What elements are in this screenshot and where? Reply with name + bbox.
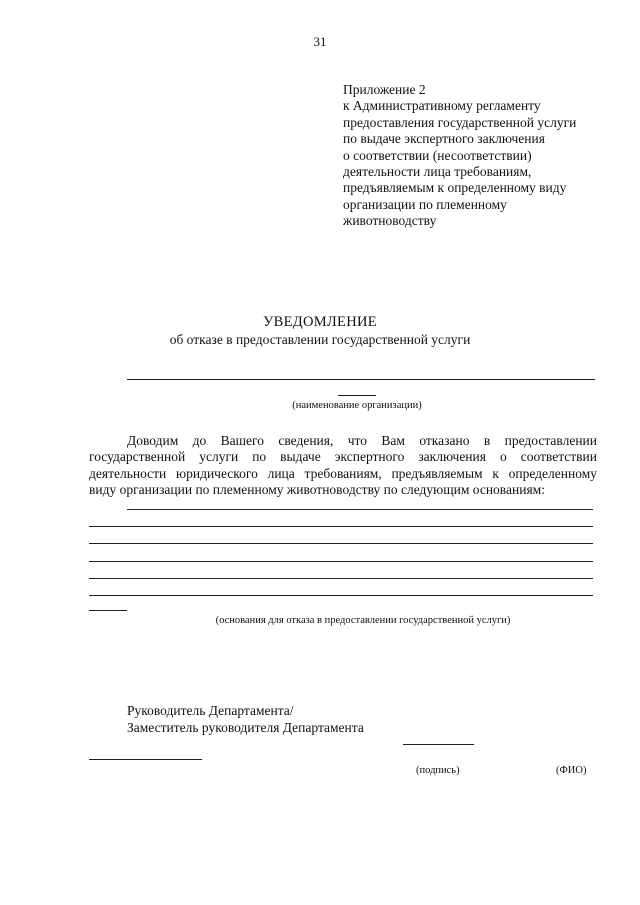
signer-block <box>127 702 364 736</box>
refusal-paragraph <box>89 433 597 499</box>
appendix-line: организации по племенному <box>343 196 507 212</box>
appendix-line: деятельности лица требованиям, <box>343 164 532 180</box>
signer-position-line: Руководитель Департамента/ <box>127 703 294 718</box>
organization-name-short-line <box>338 395 376 396</box>
appendix-line: к Административному регламенту <box>343 98 541 114</box>
appendix-line: о соответствии (несоответствии) <box>343 147 532 163</box>
reasons-field-short-line <box>89 610 127 611</box>
reasons-field-line[interactable] <box>89 595 593 596</box>
date-field-line[interactable] <box>89 759 202 760</box>
appendix-line: животноводству <box>343 213 437 229</box>
reasons-field-line[interactable] <box>89 578 593 579</box>
organization-name-field-line[interactable] <box>127 379 595 380</box>
reasons-field-line[interactable] <box>89 526 593 527</box>
signature-caption: (подпись) <box>416 765 460 776</box>
appendix-block <box>343 82 613 230</box>
reasons-field-line[interactable] <box>89 561 593 562</box>
name-caption: (ФИО) <box>556 765 587 776</box>
appendix-line: предъявляемым к определенному виду <box>343 180 567 196</box>
page-number: 31 <box>313 34 327 49</box>
appendix-line: предоставления государственной услуги <box>343 114 577 130</box>
paragraph-line: Доводим до Вашего сведения, что Вам отказано в предоставлении <box>127 433 597 448</box>
paragraph-line: виду организации по племенному животноводству по следующим основаниям: <box>89 482 545 498</box>
reasons-field-line[interactable] <box>89 543 593 544</box>
appendix-line: Приложение 2 <box>343 82 426 97</box>
notice-subtitle: об отказе в предоставлении государственной услуги <box>169 332 471 347</box>
notice-title: УВЕДОМЛЕНИЕ <box>263 314 377 330</box>
reasons-caption: (основания для отказа в предоставлении государственной услуги) <box>215 615 511 626</box>
signer-position-line: Заместитель руководителя Департамента <box>127 720 364 735</box>
reasons-field-line[interactable] <box>127 509 593 510</box>
paragraph-line: государственной услуги по выдаче экспертного заключения о соответствии <box>89 449 597 465</box>
paragraph-line: деятельности юридического лица требованиям, предъявляемым к определенному <box>89 465 597 481</box>
organization-name-caption: (наименование организации) <box>292 400 422 411</box>
signature-field-line[interactable] <box>403 744 474 745</box>
appendix-line: по выдаче экспертного заключения <box>343 131 545 147</box>
